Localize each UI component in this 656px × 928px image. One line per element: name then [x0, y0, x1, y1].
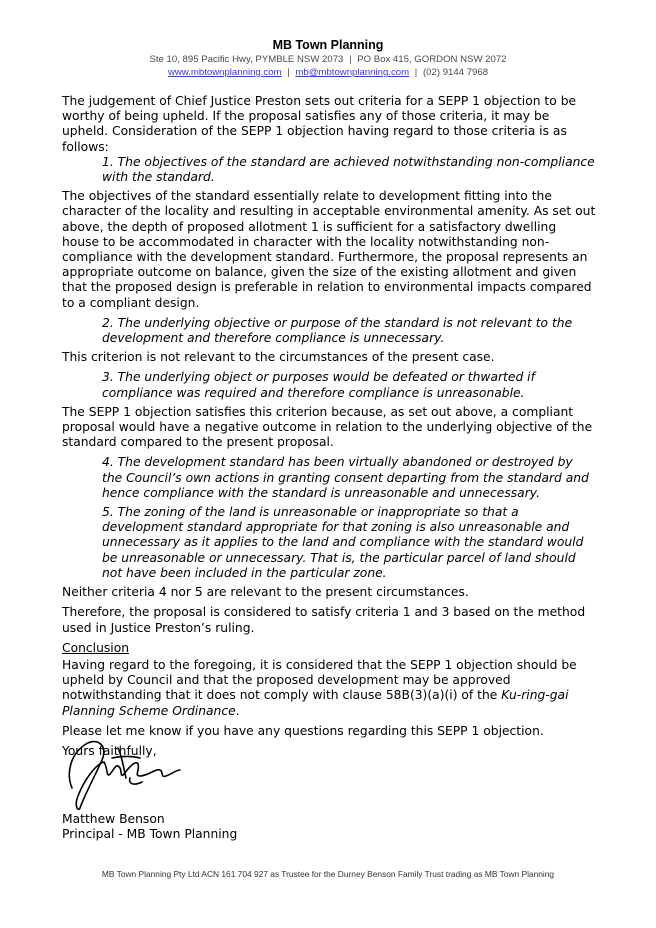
criterion-1: 1. The objectives of the standard are achieved notwithstanding non-compliance with the standard.: [102, 154, 595, 185]
po-box: PO Box 415, GORDON NSW 2072: [357, 54, 507, 65]
address-line: [0, 53, 656, 66]
signatory-block: [62, 812, 237, 842]
contact-line: [0, 66, 656, 79]
website-link[interactable]: www.mbtownplanning.com: [167, 67, 282, 78]
ordinance-name: Ku-ring-gai Planning Scheme Ordinance: [62, 688, 569, 718]
criterion-2: 2. The underlying objective or purpose of the standard is not relevant to the development and therefore compliance is unnecessary.: [102, 315, 573, 346]
paragraph-questions: Please let me know if you have any questions regarding this SEPP 1 objection.: [62, 723, 544, 738]
paragraph-satisfies: The SEPP 1 objection satisfies this criterion because, as set out above, a compliant proposal would have a negative outcome in relation to the underlying objective of the standard compared to the present proposal.: [62, 404, 593, 450]
signature-image: [64, 734, 182, 812]
street-address: Ste 10, 895 Pacific Hwy, PYMBLE NSW 2073: [149, 54, 344, 65]
paragraph-conclusion: [62, 658, 596, 719]
criterion-3: 3. The underlying object or purposes would be defeated or thwarted if compliance was required and therefore compliance is unreasonable.: [102, 370, 535, 400]
conclusion-text: Having regard to the foregoing, it is considered that the SEPP 1 objection should be upheld by Council and that the proposed development may be approved notwithstanding that it does not comply with clause 58B(3)(a)(i) of the: [62, 657, 577, 703]
page-footer: MB Town Planning Pty Ltd ACN 161 704 927 as Trustee for the Durney Benson Family Trust trading as MB Town Planning: [101, 869, 555, 879]
letter-body: [62, 94, 596, 764]
separator: |: [349, 54, 352, 65]
conclusion-heading: Conclusion: [62, 640, 130, 655]
paragraph-neither: Neither criteria 4 nor 5 are relevant to the present circumstances.: [62, 585, 469, 600]
criterion-4: 4. The development standard has been virtually abandoned or destroyed by the Council’s own actions in granting consent departing from the standard and hence compliance with the standard is unreasonable and unnecessary.: [102, 455, 589, 500]
separator: |: [287, 67, 290, 78]
closing: Yours faithfully,: [62, 743, 157, 758]
paragraph-intro: The judgement of Chief Justice Preston sets out criteria for a SEPP 1 objection to be worthy of being upheld. If the proposal satisfies any of those criteria, it may be upheld. Consideration of the SEPP 1 objection having regard to those criteria is as follows:: [62, 94, 577, 154]
separator: |: [414, 67, 418, 78]
signatory-name: Matthew Benson: [62, 812, 165, 826]
conclusion-end: .: [235, 703, 240, 718]
phone-number: (02) 9144 7968: [422, 67, 489, 78]
paragraph-objectives: The objectives of the standard essentially relate to development fitting into the character of the locality and resulting in acceptable environmental amenity. As set out above, the depth of proposed allotment 1 is sufficient for a satisfactory dwelling house to be accommodated in character with the locality notwithstanding non-compliance with the development standard. Furthermore, the proposal represents an appropriate outcome on balance, given the size of the existing allotment and given that the proposed design is preferable in relation to environmental impacts compared to a compliant design.: [62, 189, 596, 310]
paragraph-therefore: Therefore, the proposal is considered to satisfy criteria 1 and 3 based on the method used in Justice Preston’s ruling.: [62, 605, 586, 635]
paragraph-not-relevant: This criterion is not relevant to the circumstances of the present case.: [62, 350, 495, 365]
signatory-title: Principal - MB Town Planning: [62, 827, 238, 842]
company-name: MB Town Planning: [272, 38, 384, 52]
criterion-5: 5. The zoning of the land is unreasonable or inappropriate so that a development standard appropriate for that zoning is also unreasonable and unnecessary as it applies to the land and compliance with the standard would be unreasonable or unnecessary. That is, the particular parcel of land should not have been included in the particular zone.: [102, 505, 584, 580]
letterhead: [0, 38, 656, 79]
email-link[interactable]: mb@mbtownplanning.com: [295, 67, 410, 78]
